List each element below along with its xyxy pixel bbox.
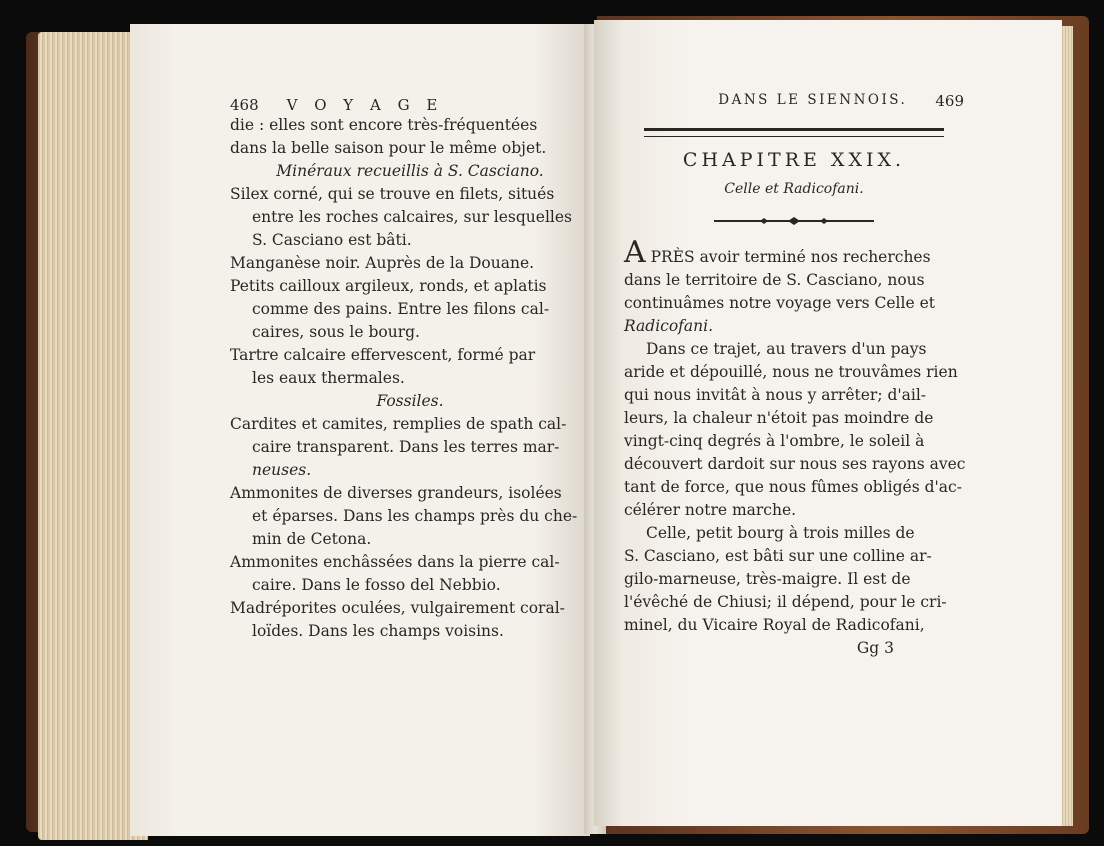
text-line: les eaux thermales. xyxy=(252,369,405,387)
text-line: Tartre calcaire effervescent, formé par xyxy=(230,346,536,364)
text-line: dans le territoire de S. Casciano, nous xyxy=(624,271,925,289)
first-line-text: PRÈS avoir terminé nos recherches xyxy=(650,248,931,266)
open-book xyxy=(12,14,1092,834)
text-line: Ammonites enchâssées dans la pierre cal- xyxy=(230,553,560,571)
text-line: l'évêché de Chiusi; il dépend, pour le cri- xyxy=(624,593,947,611)
text-line: Fossiles. xyxy=(376,392,444,410)
left-page xyxy=(130,24,590,836)
text-line: comme des pains. Entre les filons cal- xyxy=(252,300,550,318)
header-rule xyxy=(644,128,944,137)
first-line xyxy=(624,235,964,270)
text-line: Dans ce trajet, au travers d'un pays xyxy=(646,340,927,358)
ornament-divider xyxy=(624,211,964,230)
text-line: min de Cetona. xyxy=(252,530,372,548)
text-line: Celle, petit bourg à trois milles de xyxy=(646,524,915,542)
text-line: S. Casciano est bâti. xyxy=(252,231,412,249)
text-line: continuâmes notre voyage vers Celle et xyxy=(624,294,935,312)
left-running-head xyxy=(230,96,590,114)
text-line: Manganèse noir. Auprès de la Douane. xyxy=(230,254,535,272)
text-line: Cardites et camites, remplies de spath cal- xyxy=(230,415,567,433)
text-line: loïdes. Dans les champs voisins. xyxy=(252,622,504,640)
left-body xyxy=(230,114,590,643)
text-line: dans la belle saison pour le même objet. xyxy=(230,139,547,157)
chapter-title: CHAPITRE XXIX. xyxy=(682,149,906,171)
text-line: qui nous invitât à nous y arrêter; d'ail- xyxy=(624,386,927,404)
text-line: Madréporites oculées, vulgairement coral- xyxy=(230,599,565,617)
text-line: leurs, la chaleur n'étoit pas moindre de xyxy=(624,409,934,427)
text-line: caire. Dans le fosso del Nebbio. xyxy=(252,576,501,594)
text-line: aride et dépouillé, nous ne trouvâmes rien xyxy=(624,363,958,381)
text-line: Minéraux recueillis à S. Casciano. xyxy=(276,162,544,180)
text-line: entre les roches calcaires, sur lesquelles xyxy=(252,208,572,226)
text-line: neuses. xyxy=(252,461,312,479)
text-line: célérer notre marche. xyxy=(624,501,797,519)
text-line: caire transparent. Dans les terres mar- xyxy=(252,438,560,456)
signature-mark: Gg 3 xyxy=(856,639,894,657)
text-line: Radicofani. xyxy=(624,317,714,335)
left-page-text xyxy=(230,96,590,643)
right-page xyxy=(594,20,1062,826)
text-line: et éparses. Dans les champs près du che- xyxy=(252,507,578,525)
text-line: Petits cailloux argileux, ronds, et aplatis xyxy=(230,277,547,295)
text-line: Ammonites de diverses grandeurs, isolées xyxy=(230,484,562,502)
text-line: gilo-marneuse, très-maigre. Il est de xyxy=(624,570,911,588)
text-line: découvert dardoit sur nous ses rayons avec xyxy=(624,455,966,473)
left-page-number: 468 xyxy=(230,96,259,114)
right-running-title: DANS LE SIENNOIS. xyxy=(718,92,908,108)
drop-cap: A xyxy=(624,235,646,270)
right-running-head xyxy=(624,92,964,110)
text-line: Silex corné, qui se trouve en filets, situés xyxy=(230,185,555,203)
text-line: tant de force, que nous fûmes obligés d'ac- xyxy=(624,478,962,496)
left-running-title: V O Y A G E xyxy=(286,96,444,114)
text-line: vingt-cinq degrés à l'ombre, le soleil à xyxy=(624,432,925,450)
right-page-text xyxy=(624,92,964,660)
text-line: S. Casciano, est bâti sur une colline ar- xyxy=(624,547,932,565)
right-body xyxy=(624,269,964,637)
text-line: die : elles sont encore très-fréquentées xyxy=(230,116,538,134)
text-line: caires, sous le bourg. xyxy=(252,323,420,341)
chapter-subtitle: Celle et Radicofani. xyxy=(724,181,864,197)
right-page-number: 469 xyxy=(935,92,964,110)
text-line: minel, du Vicaire Royal de Radicofani, xyxy=(624,616,925,634)
